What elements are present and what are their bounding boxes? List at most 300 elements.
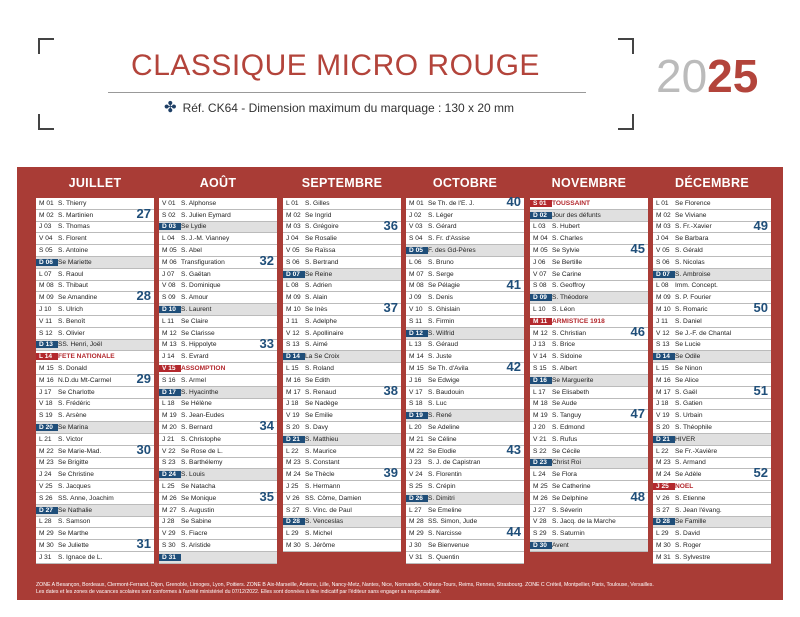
day-date: M 15 <box>409 365 424 373</box>
day-date: V 28 <box>533 518 547 526</box>
day-saint: Se Odile <box>675 353 701 361</box>
day-row <box>406 210 524 222</box>
day-date: M 27 <box>162 506 177 514</box>
day-saint: Se Rosalie <box>305 235 337 243</box>
day-row <box>406 481 524 493</box>
day-saint: S. Jean l'évang. <box>675 506 722 514</box>
day-saint: Se Delphine <box>552 494 588 502</box>
day-saint: ARMISTICE 1918 <box>552 317 605 325</box>
day-date: S 04 <box>409 235 423 243</box>
day-date: M 28 <box>409 518 424 526</box>
day-saint: Se Émilie <box>305 412 333 420</box>
day-row <box>406 410 524 422</box>
month-column <box>36 168 154 564</box>
day-row <box>530 210 648 222</box>
day-row <box>36 222 154 234</box>
day-row <box>159 233 277 245</box>
day-saint: SS. Simon, Jude <box>428 518 478 526</box>
day-row <box>406 304 524 316</box>
day-row <box>406 328 524 340</box>
day-saint: S. Saturnin <box>552 530 585 538</box>
day-date: S 20 <box>286 424 300 432</box>
day-row <box>159 469 277 481</box>
month-name: JUILLET <box>68 176 122 190</box>
day-row <box>406 552 524 564</box>
day-date: V 29 <box>162 530 176 538</box>
day-saint: S. Ghislain <box>428 306 460 314</box>
day-saint: S. Wilfrid <box>428 329 455 337</box>
day-date: D 14 <box>283 353 305 360</box>
day-date: V 11 <box>39 317 53 325</box>
day-date: J 23 <box>409 459 422 467</box>
week-number: 43 <box>506 441 521 457</box>
day-row <box>283 465 401 481</box>
day-saint: S. Narcisse <box>428 530 462 538</box>
day-row <box>530 281 648 293</box>
day-saint: S. Martinien <box>58 211 94 219</box>
day-date: D 21 <box>653 436 675 443</box>
day-row <box>406 245 524 257</box>
day-row <box>406 399 524 411</box>
day-date: M 29 <box>39 530 54 538</box>
day-saint: S. Augustin <box>181 506 215 514</box>
day-saint: Se Viviane <box>675 211 707 219</box>
week-number: 52 <box>753 465 768 481</box>
day-date: D 06 <box>36 259 58 266</box>
day-date: M 09 <box>656 294 671 302</box>
day-row <box>159 540 277 552</box>
day-row <box>283 300 401 316</box>
day-date: S 20 <box>656 424 670 432</box>
day-date: J 14 <box>162 353 175 361</box>
day-date: J 20 <box>533 424 546 432</box>
day-saint: S. Hippolyte <box>181 341 217 349</box>
day-date: M 31 <box>656 553 671 561</box>
day-saint: S. Géraud <box>428 341 459 349</box>
month-column <box>283 168 401 552</box>
day-row <box>653 465 771 481</box>
day-saint: S. Serge <box>428 270 454 278</box>
day-date: D 19 <box>406 412 428 419</box>
day-row <box>36 552 154 564</box>
day-row <box>406 458 524 470</box>
day-date: V 08 <box>162 282 176 290</box>
day-row <box>530 422 648 434</box>
day-row <box>159 446 277 458</box>
day-saint: NOËL <box>675 483 694 491</box>
day-saint: Se Thècle <box>305 471 335 479</box>
day-saint: S. Hubert <box>552 223 580 231</box>
day-date: V 01 <box>162 199 176 207</box>
day-row <box>159 387 277 399</box>
day-saint: S. J. de Capistran <box>428 459 481 467</box>
month-column <box>406 168 524 564</box>
day-date: V 22 <box>162 447 176 455</box>
day-row <box>530 517 648 529</box>
day-row <box>283 269 401 281</box>
day-row <box>406 316 524 328</box>
day-row <box>283 505 401 517</box>
day-row <box>36 481 154 493</box>
day-date: D 07 <box>283 271 305 278</box>
day-row <box>406 540 524 552</box>
day-saint: Se Charlotte <box>58 388 95 396</box>
day-date: D 28 <box>653 518 675 525</box>
day-date: D 02 <box>530 212 552 219</box>
day-saint: Se Lydie <box>181 223 207 231</box>
day-row <box>530 528 648 540</box>
day-date: S 27 <box>656 506 670 514</box>
day-row <box>406 375 524 387</box>
week-number: 42 <box>506 359 521 375</box>
day-date: D 26 <box>406 495 428 502</box>
day-saint: F. des Gd-Pères <box>428 247 476 255</box>
day-date: L 03 <box>533 223 546 231</box>
day-saint: Se Céline <box>428 435 457 443</box>
day-date: L 06 <box>409 258 422 266</box>
title-divider <box>108 92 586 93</box>
day-date: S 27 <box>286 506 300 514</box>
day-saint: S. Gérard <box>428 223 457 231</box>
day-date: J 31 <box>39 553 52 561</box>
week-number: 36 <box>383 217 398 233</box>
day-row <box>283 540 401 552</box>
day-date: D 10 <box>159 306 181 313</box>
day-date: J 25 <box>286 483 299 491</box>
day-date: M 26 <box>533 494 548 502</box>
day-date: J 04 <box>656 235 669 243</box>
day-date: D 24 <box>159 471 181 478</box>
day-row <box>406 222 524 234</box>
week-number: 50 <box>753 300 768 316</box>
day-saint: S. Léon <box>552 306 575 314</box>
day-row <box>653 399 771 411</box>
day-date: L 29 <box>286 530 299 538</box>
day-row <box>36 269 154 281</box>
crop-mark-top-right <box>618 38 634 54</box>
day-row <box>653 269 771 281</box>
day-date: D 23 <box>530 459 552 466</box>
day-saint: S. Bruno <box>428 258 454 266</box>
day-saint: S. Edmond <box>552 424 585 432</box>
day-date: V 17 <box>409 388 423 396</box>
day-date: M 05 <box>533 247 548 255</box>
day-row <box>653 410 771 422</box>
day-date: S 19 <box>39 412 53 420</box>
day-row <box>406 276 524 293</box>
day-row <box>159 304 277 316</box>
day-row <box>653 422 771 434</box>
day-saint: S. Rufus <box>552 435 578 443</box>
day-saint: Imm. Concept. <box>675 282 718 290</box>
day-date: J 24 <box>39 471 52 479</box>
day-saint: S. Grégoire <box>305 223 339 231</box>
day-date: D 09 <box>530 294 552 301</box>
day-row <box>283 382 401 399</box>
week-number: 27 <box>136 205 151 221</box>
day-saint: S. Alain <box>305 294 328 302</box>
day-date: M 24 <box>656 471 671 479</box>
day-row <box>159 351 277 363</box>
day-saint: Se Clarisse <box>181 329 215 337</box>
week-number: 35 <box>259 488 274 504</box>
day-saint: S. Jean-Eudes <box>181 412 225 420</box>
day-date: M 29 <box>409 530 424 538</box>
day-row <box>653 351 771 363</box>
day-row <box>283 316 401 328</box>
day-saint: S. Amour <box>181 294 209 302</box>
day-row <box>406 387 524 399</box>
day-date: V 15 <box>159 365 181 372</box>
month-name: DÉCEMBRE <box>675 176 749 190</box>
day-row <box>653 300 771 316</box>
day-saint: Se Amandine <box>58 294 98 302</box>
day-saint: S. Alphonse <box>181 199 217 207</box>
day-date: M 23 <box>656 459 671 467</box>
day-row <box>36 233 154 245</box>
day-row <box>159 375 277 387</box>
month-column <box>530 168 648 552</box>
day-date: J 03 <box>39 223 52 231</box>
day-date: D 20 <box>36 424 58 431</box>
day-saint: Se Cécile <box>552 447 581 455</box>
day-date: M 17 <box>286 388 301 396</box>
day-date: V 19 <box>286 412 300 420</box>
day-saint: Christ Roi <box>552 459 581 467</box>
day-saint: S. Constant <box>305 459 340 467</box>
day-row <box>530 323 648 340</box>
day-row <box>283 257 401 269</box>
day-date: M 08 <box>39 282 54 290</box>
day-row <box>283 351 401 363</box>
day-date: M 09 <box>286 294 301 302</box>
day-date: V 24 <box>409 471 423 479</box>
day-saint: S. Fr. d'Assise <box>428 235 470 243</box>
day-row <box>283 217 401 234</box>
day-saint: Se Natacha <box>181 483 216 491</box>
day-row <box>159 316 277 328</box>
week-number: 49 <box>753 217 768 233</box>
day-date: M 16 <box>656 376 671 384</box>
day-saint: S. Barthélemy <box>181 459 223 467</box>
week-number: 47 <box>630 406 645 422</box>
day-row <box>283 493 401 505</box>
day-saint: SS. Henri, Joël <box>58 341 102 349</box>
day-date: M 07 <box>409 270 424 278</box>
day-row <box>530 241 648 257</box>
day-date: L 29 <box>656 530 669 538</box>
day-saint: Se Ingrid <box>305 211 332 219</box>
day-date: L 25 <box>162 483 175 491</box>
day-row <box>653 481 771 493</box>
day-saint: S. Bernard <box>181 424 213 432</box>
day-saint: S. Evrard <box>181 353 209 361</box>
day-saint: S. Thomas <box>58 223 90 231</box>
day-date: L 27 <box>409 506 422 514</box>
day-date: J 02 <box>409 211 422 219</box>
day-saint: Se Alice <box>675 376 699 384</box>
day-row <box>159 222 277 234</box>
week-number: 38 <box>383 382 398 398</box>
day-saint: S. Ambroise <box>675 270 711 278</box>
day-date: S 25 <box>409 483 423 491</box>
day-row <box>653 257 771 269</box>
day-date: M 11 <box>530 318 552 325</box>
day-date: M 24 <box>286 471 301 479</box>
day-saint: Se Juliette <box>58 542 89 549</box>
day-saint: Se Christine <box>58 471 94 479</box>
day-saint: Se Marthe <box>58 530 89 538</box>
day-date: D 05 <box>406 247 428 254</box>
day-saint: S. Crépin <box>428 483 456 491</box>
day-date: S 13 <box>286 341 300 349</box>
crop-mark-bottom-left <box>38 114 54 130</box>
day-row <box>159 198 277 210</box>
day-row <box>159 458 277 470</box>
day-row <box>159 434 277 446</box>
day-row <box>159 528 277 540</box>
day-saint: S. Luc <box>428 400 447 408</box>
day-saint: Se Brigitte <box>58 459 89 467</box>
day-row <box>36 245 154 257</box>
month-days <box>406 194 524 564</box>
day-date: M 14 <box>409 353 424 361</box>
day-saint: Se Reine <box>305 270 333 278</box>
day-date: J 06 <box>533 258 546 266</box>
day-row <box>530 292 648 304</box>
day-row <box>530 505 648 517</box>
week-number: 33 <box>259 335 274 351</box>
day-date: L 13 <box>409 341 422 349</box>
day-row <box>36 288 154 304</box>
day-date: M 23 <box>39 459 54 467</box>
day-row <box>530 406 648 422</box>
day-date: M 21 <box>409 435 424 443</box>
day-date: S 11 <box>409 317 423 325</box>
day-row <box>36 422 154 434</box>
day-date: M 06 <box>162 258 177 266</box>
day-saint: S. Renaud <box>305 388 337 396</box>
day-date: V 25 <box>39 483 53 491</box>
day-date: D 12 <box>406 330 428 337</box>
day-row <box>36 458 154 470</box>
day-date: V 05 <box>656 247 670 255</box>
day-saint: S. Hermann <box>305 483 341 491</box>
day-date: S 08 <box>533 282 547 290</box>
day-date: V 26 <box>286 494 300 502</box>
day-row <box>283 434 401 446</box>
day-saint: S. Adelphe <box>305 317 337 325</box>
day-date: S 15 <box>533 365 547 373</box>
day-date: M 04 <box>533 235 548 243</box>
day-row <box>653 245 771 257</box>
day-date: D 07 <box>653 271 675 278</box>
day-row <box>530 304 648 316</box>
day-row <box>406 469 524 481</box>
day-row <box>159 517 277 529</box>
day-date: M 10 <box>656 306 671 314</box>
day-saint: Avent <box>552 542 569 549</box>
day-saint: S. Thierry <box>58 199 87 207</box>
day-date: S 06 <box>286 258 300 266</box>
day-saint: FÊTE NATIONALE <box>58 353 115 361</box>
day-row <box>530 540 648 552</box>
day-row <box>159 210 277 222</box>
day-saint: S. Armand <box>675 459 706 467</box>
day-date: S 16 <box>162 376 176 384</box>
day-saint: S. Florentin <box>428 471 462 479</box>
day-saint: Se J.-F. de Chantal <box>675 329 732 337</box>
day-row <box>653 316 771 328</box>
day-date: D 17 <box>159 389 181 396</box>
day-date: L 21 <box>39 435 52 443</box>
day-date: S 01 <box>530 200 552 207</box>
day-date: V 07 <box>533 270 547 278</box>
day-date: V 31 <box>409 553 423 561</box>
day-saint: Se Th. de l'E. J. <box>428 199 475 207</box>
day-date: J 25 <box>653 483 675 490</box>
day-date: M 16 <box>286 376 301 384</box>
day-saint: S. Antoine <box>58 247 89 255</box>
week-number: 30 <box>136 441 151 457</box>
day-saint: Se Sabine <box>181 518 212 526</box>
day-saint: S. Gaëtan <box>181 270 211 278</box>
year-suffix: 25 <box>707 50 759 102</box>
day-date: M 12 <box>162 329 177 337</box>
day-saint: Se Marina <box>58 424 89 432</box>
day-saint: Se Inès <box>305 306 328 314</box>
day-saint: Se Élisabeth <box>552 388 590 396</box>
day-saint: S. Aimé <box>305 341 328 349</box>
day-row <box>283 528 401 540</box>
day-date: S 05 <box>39 247 53 255</box>
day-saint: S. Venceslas <box>305 518 344 526</box>
day-date: L 24 <box>533 471 546 479</box>
day-row <box>653 528 771 540</box>
day-date: M 30 <box>656 542 671 549</box>
day-date: L 10 <box>533 306 546 314</box>
day-date: S 09 <box>162 294 176 302</box>
day-date: J 04 <box>286 235 299 243</box>
day-row <box>36 399 154 411</box>
day-row <box>283 399 401 411</box>
day-saint: S. Aristide <box>181 542 211 549</box>
day-saint: TOUSSAINT <box>552 199 590 207</box>
day-row <box>283 422 401 434</box>
day-row <box>159 335 277 352</box>
day-saint: S. Jacques <box>58 483 91 491</box>
day-saint: Se Mariette <box>58 258 92 266</box>
day-saint: S. Sidoine <box>552 353 583 361</box>
day-row <box>283 328 401 340</box>
day-saint: SS. Anne, Joachim <box>58 494 114 502</box>
day-saint: Se Lucie <box>675 341 701 349</box>
day-date: M 01 <box>409 199 424 207</box>
day-date: M 19 <box>162 412 177 420</box>
day-date: L 17 <box>533 388 546 396</box>
day-row <box>530 340 648 352</box>
day-saint: S. Denis <box>428 294 453 302</box>
day-saint: S. Raoul <box>58 270 84 278</box>
day-saint: S. Victor <box>58 435 83 443</box>
day-saint: Se Rose de L. <box>181 447 223 455</box>
day-row <box>653 493 771 505</box>
day-row <box>530 469 648 481</box>
day-saint: S. Maurice <box>305 447 337 455</box>
day-date: L 08 <box>656 282 669 290</box>
day-date: D 31 <box>159 554 181 561</box>
month-name: NOVEMBRE <box>551 176 627 190</box>
